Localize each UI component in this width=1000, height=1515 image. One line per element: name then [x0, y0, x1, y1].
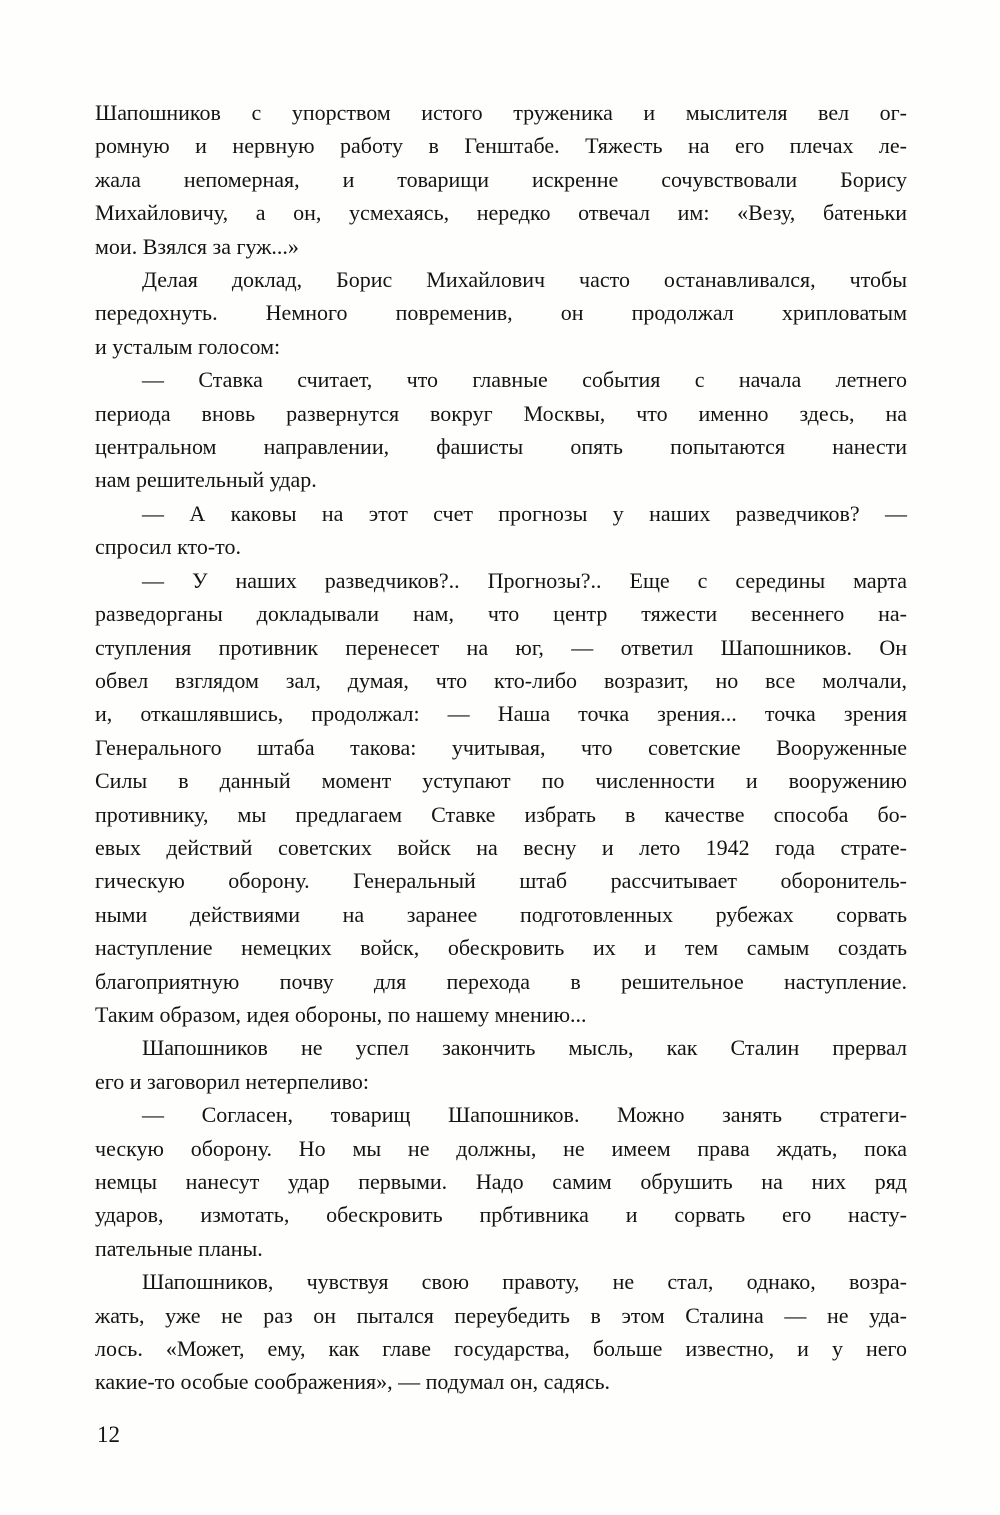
paragraph	[95, 1265, 907, 1399]
paragraph	[95, 1098, 907, 1265]
text-line: и усталым голосом:	[95, 333, 281, 359]
text-line: Шапошников, чувствуя свою правоту, не стал, однако, возра-	[142, 1269, 907, 1295]
paragraph	[95, 363, 907, 497]
text-line: ческую оборону. Но мы не должны, не имеем права ждать, пока	[95, 1135, 907, 1161]
text-line: Шапошников с упорством истого труженика и мыслителя вел ог-	[95, 100, 907, 125]
text-line: — Ставка считает, что главные события с начала летнего	[142, 367, 907, 393]
paragraph	[95, 96, 907, 263]
page-text	[95, 96, 907, 1399]
text-line: лось. «Может, ему, как главе государства, больше известно, и у него	[95, 1336, 907, 1362]
text-line: разведорганы докладывали нам, что центр тяжести весеннего на-	[95, 601, 907, 627]
text-line: нам решительный удар.	[95, 467, 317, 493]
text-line: противнику, мы предлагаем Ставке избрать в качестве способа бо-	[95, 801, 907, 827]
text-line: гическую оборону. Генеральный штаб рассчитывает оборонитель-	[95, 868, 907, 894]
text-line: Делая доклад, Борис Михайлович часто останавливался, чтобы	[142, 267, 907, 293]
paragraph	[95, 564, 907, 1032]
text-line: жала непомерная, и товарищи искренне сочувствовали Борису	[95, 166, 907, 192]
text-line: ступления противник перенесет на юг, — ответил Шапошников. Он	[95, 634, 907, 660]
text-line: Таким образом, идея обороны, по нашему мнению...	[95, 1001, 587, 1027]
text-line: ромную и нервную работу в Генштабе. Тяжесть на его плечах ле-	[95, 133, 907, 159]
text-line: центральном направлении, фашисты опять попытаются нанести	[95, 434, 907, 460]
paragraph	[95, 263, 907, 363]
text-line: обвел взглядом зал, думая, что кто-либо возразит, но все молчали,	[95, 667, 907, 693]
text-line: евых действий советских войск на весну и лето 1942 года страте-	[95, 834, 907, 860]
text-line: наступление немецких войск, обескровить их и тем самым создать	[95, 935, 907, 961]
text-line: периода вновь развернутся вокруг Москвы, что именно здесь, на	[95, 400, 907, 426]
text-line: благоприятную почву для перехода в решительное наступление.	[95, 968, 907, 994]
text-line: Силы в данный момент уступают по численности и вооружению	[95, 768, 907, 794]
text-line: его и заговорил нетерпеливо:	[95, 1068, 369, 1094]
text-line: Михайловичу, а он, усмехаясь, нередко отвечал им: «Везу, батеньки	[95, 200, 907, 226]
paragraph	[95, 497, 907, 564]
text-line: мои. Взялся за гуж...»	[95, 233, 299, 259]
text-line: — А каковы на этот счет прогнозы у наших разведчиков? —	[142, 500, 907, 526]
text-line: пательные планы.	[95, 1235, 263, 1261]
text-line: Генерального штаба такова: учитывая, что советские Вооруженные	[95, 734, 907, 760]
paragraph	[95, 1031, 907, 1098]
text-line: передохнуть. Немного повременив, он продолжал хрипловатым	[95, 300, 907, 326]
text-line: Шапошников не успел закончить мысль, как Сталин прервал	[142, 1035, 907, 1061]
text-line: ударов, измотать, обескровить прбтивника и сорвать его насту-	[95, 1202, 907, 1228]
text-line: ными действиями на заранее подготовленных рубежах сорвать	[95, 901, 907, 927]
page-number: 12	[97, 1422, 120, 1447]
text-line: и, откашлявшись, продолжал: — Наша точка зрения... точка зрения	[95, 701, 907, 727]
text-line: спросил кто-то.	[95, 534, 241, 560]
text-line: какие-то особые соображения», — подумал он, садясь.	[95, 1369, 611, 1395]
text-line: жать, уже не раз он пытался переубедить в этом Сталина — не уда-	[95, 1302, 907, 1328]
text-line: — У наших разведчиков?.. Прогнозы?.. Еще с середины марта	[142, 567, 907, 593]
text-line: немцы нанесут удар первыми. Надо самим обрушить на них ряд	[95, 1169, 907, 1194]
text-line: — Согласен, товарищ Шапошников. Можно занять стратеги-	[142, 1102, 907, 1128]
